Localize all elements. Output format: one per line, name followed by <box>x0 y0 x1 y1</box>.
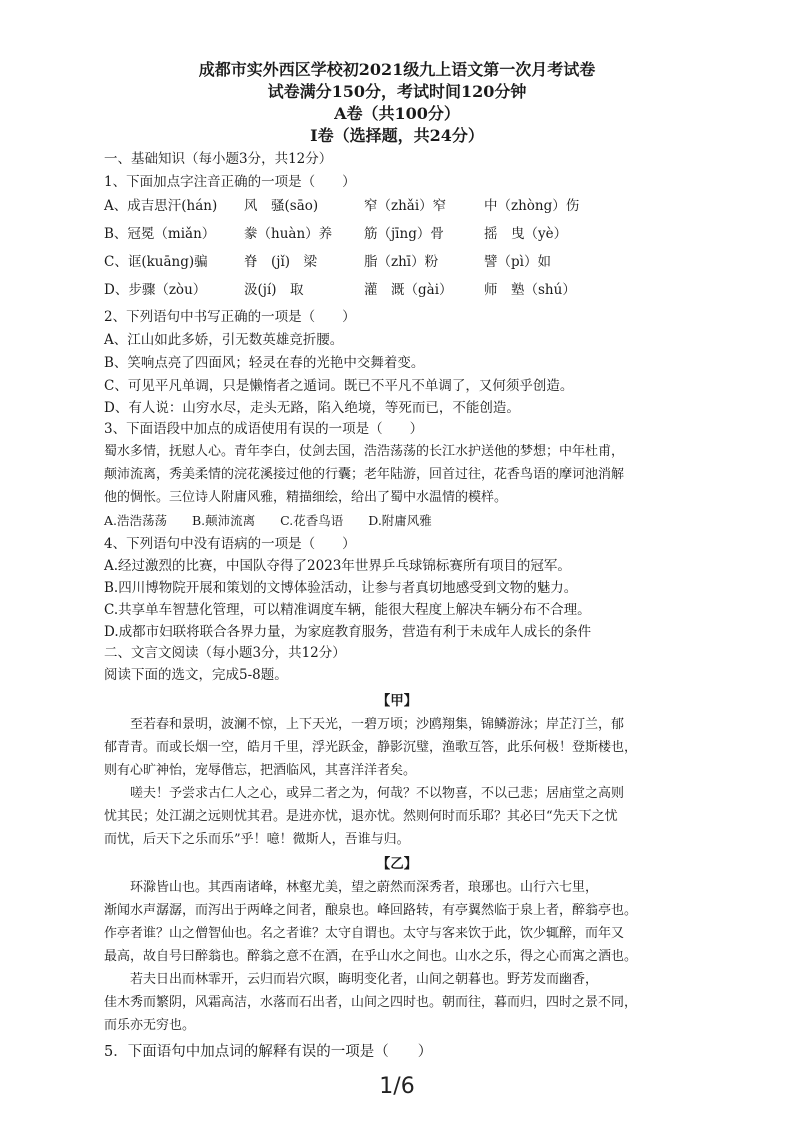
q4-option-a: A.经过激烈的比赛，中国队夺得了2023年世界乒乓球锦标赛所有项目的冠军。 <box>104 558 571 574</box>
q3-stem: 3、下面语段中加点的成语使用有误的一项是（ ） <box>104 421 424 437</box>
q3-passage-line: 蜀水多情，抚慰人心。青年李白，仗剑去国，浩浩荡荡的长江水护送他的梦想；中年杜甫， <box>104 444 625 459</box>
q4-stem: 4、下列语句中没有语病的一项是（ ） <box>104 536 356 552</box>
q4-option-b: B.四川博物院开展和策划的文博体验活动，让参与者真切地感受到文物的魅力。 <box>104 580 578 596</box>
passage-yi-line: 渐闻水声潺潺，而泻出于两峰之间者，酿泉也。峰回路转，有亭翼然临于泉上者，醉翁亭也。 <box>104 903 638 918</box>
passage-yi-line: 佳木秀而繁阴，风霜高洁，水落而石出者，山间之四时也。朝而往，暮而归，四时之景不同， <box>104 995 638 1010</box>
q2-option-b: B、笑响点亮了四面风；轻灵在春的光艳中交舞着变。 <box>104 355 425 371</box>
q3-passage-line: 他的惆怅。三位诗人附庸风雅，精描细绘，给出了蜀中水温情的模样。 <box>104 490 508 505</box>
q2-stem: 2、下列语句中书写正确的一项是（ ） <box>104 309 356 325</box>
q1-option-c: C、诓(kuāng)骗 脊 (jǐ) 梁 脂（zhī）粉 譬（pì）如 <box>104 254 551 270</box>
section1-heading: 一、基础知识（每小题3分，共12分） <box>104 151 333 167</box>
q4-option-d: D.成都市妇联将联合各界力量，为家庭教育服务，营造有利于未成年人成长的条件 <box>104 624 592 640</box>
passage-jia-line: 至若春和景明，波澜不惊，上下天光，一碧万顷；沙鸥翔集，锦鳞游泳；岸芷汀兰，郁 <box>104 717 625 732</box>
passage-jia-line: 则有心旷神怡，宠辱偕忘，把酒临风，其喜洋洋者矣。 <box>104 763 417 778</box>
q2-option-c: C、可见平凡单调，只是懒惰者之遁词。既已不平凡不单调了，又何须乎创造。 <box>104 378 574 394</box>
q4-option-c: C.共享单车智慧化管理，可以精准调度车辆，能很大程度上解决车辆分布不合理。 <box>104 602 591 618</box>
exam-title: 成都市实外西区学校初2021级九上语文第一次月考试卷 <box>198 60 596 79</box>
section2-heading: 二、文言文阅读（每小题3分，共12分） <box>104 645 346 661</box>
passage-jia-line: 忧其民；处江湖之远则忧其君。是进亦忧，退亦忧。然则何时而乐耶？其必曰“先天下之忧 <box>104 809 618 824</box>
q3-options: A.浩浩荡荡 B.颠沛流离 C.花香鸟语 D.附庸风雅 <box>104 513 432 528</box>
q2-option-d: D、有人说：山穷水尽，走头无路，陷入绝境，等死而已，不能创造。 <box>104 400 520 416</box>
passage-yi-line: 最高，故自号曰醉翁也。醉翁之意不在酒，在乎山水之间也。山水之乐，得之心而寓之酒也。 <box>104 949 638 964</box>
passage-jia-line: 而忧，后天下之乐而乐”乎！噫！微斯人，吾谁与归。 <box>104 832 410 847</box>
passage-yi-label: 【乙】 <box>376 856 418 872</box>
volume-heading: A卷（共100分） <box>334 104 460 123</box>
q1-option-d: D、步骤（zòu） 汲(jí) 取 灌 溉（gài） 师 塾（shú） <box>104 282 576 298</box>
q5-stem: 5．下面语句中加点词的解释有误的一项是（ ） <box>104 1044 433 1060</box>
passage-jia-line: 嗟夫！予尝求古仁人之心，或异二者之为，何哉？不以物喜，不以己悲；居庙堂之高则 <box>104 786 625 801</box>
section2-instruction: 阅读下面的选文，完成5-8题。 <box>104 667 288 683</box>
q2-option-a: A、江山如此多娇，引无数英雄竞折腰。 <box>104 332 344 348</box>
page-number: 1/6 <box>379 1074 415 1099</box>
passage-yi-line: 而乐亦无穷也。 <box>104 1018 196 1033</box>
q1-option-b: B、冠冕（miǎn） 豢（huàn）养 筋（jīng）骨 摇 曳（yè） <box>104 226 568 242</box>
passage-yi-line: 若夫日出而林霏开，云归而岩穴暝，晦明变化者，山间之朝暮也。野芳发而幽香， <box>104 972 599 987</box>
passage-yi-line: 作亭者谁？山之僧智仙也。名之者谁？太守自谓也。太守与客来饮于此，饮少辄醉，而年又 <box>104 926 625 941</box>
passage-yi-line: 环滁皆山也。其西南诸峰，林壑尤美，望之蔚然而深秀者，琅琊也。山行六七里， <box>104 880 599 895</box>
passage-jia-label: 【甲】 <box>376 693 418 709</box>
q1-option-a: A、成吉思汗(hán) 风 骚(sāo) 窄（zhǎi）窄 中（zhòng）伤 <box>104 198 580 214</box>
exam-meta: 试卷满分150分，考试时间120分钟 <box>267 82 527 101</box>
q1-stem: 1、下面加点字注音正确的一项是（ ） <box>104 174 356 190</box>
passage-jia-line: 郁青青。而或长烟一空，皓月千里，浮光跃金，静影沉璧，渔歌互答，此乐何极！登斯楼也， <box>104 740 638 755</box>
q3-passage-line: 颠沛流离，秀美柔情的浣花溪接过他的行囊；老年陆游，回首过往，花香鸟语的摩诃池消解 <box>104 467 625 482</box>
part-heading: Ⅰ卷（选择题，共24分） <box>310 126 484 145</box>
